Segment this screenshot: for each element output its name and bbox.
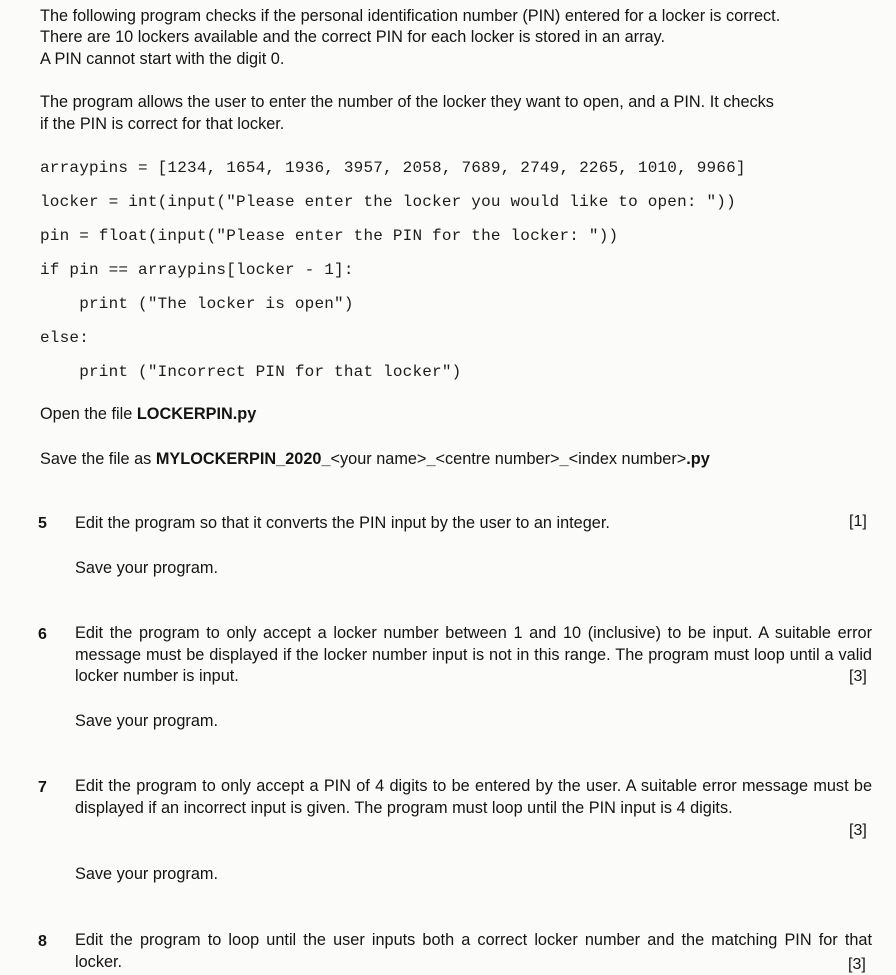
question-number: 7 bbox=[38, 779, 47, 796]
intro-line-5: if the PIN is correct for that locker. bbox=[40, 115, 285, 133]
question-text: Edit the program so that it converts the PIN input by the user to an integer. bbox=[75, 514, 610, 532]
save-as-extension: .py bbox=[686, 450, 710, 468]
save-as-index-number: <index number> bbox=[568, 450, 687, 468]
open-file-filename: LOCKERPIN.py bbox=[136, 405, 257, 423]
intro-line-1: The following program checks if the personal identification number (PIN) entered for a locker is correct. bbox=[40, 7, 781, 25]
question-number: 5 bbox=[38, 515, 47, 532]
intro-line-4: The program allows the user to enter the number of the locker they want to open, and a PIN. It checks bbox=[40, 93, 774, 111]
question-number: 6 bbox=[38, 626, 47, 643]
code-line: arraypins = [1234, 1654, 1936, 3957, 2058, 7689, 2749, 2265, 1010, 9966] bbox=[40, 159, 746, 177]
save-as-filename: MYLOCKERPIN_2020_ bbox=[155, 450, 331, 468]
question-marks: [3] bbox=[849, 822, 867, 839]
question-marks: [3] bbox=[848, 956, 866, 973]
code-line: pin = float(input("Please enter the PIN for the locker: ")) bbox=[40, 227, 619, 245]
save-as-instruction bbox=[40, 449, 710, 470]
question-marks: [1] bbox=[849, 513, 867, 530]
intro-line-2: There are 10 lockers available and the correct PIN for each locker is stored in an array. bbox=[40, 28, 666, 46]
question-number: 8 bbox=[38, 933, 47, 950]
question-text: Edit the program to loop until the user inputs both a correct locker number and the matching PIN for that locker. bbox=[75, 931, 872, 971]
question-marks: [3] bbox=[849, 668, 867, 685]
code-line: else: bbox=[40, 329, 90, 347]
save-as-prefix: Save the file as bbox=[40, 450, 156, 468]
save-program-note: Save your program. bbox=[75, 712, 218, 730]
save-program-note: Save your program. bbox=[75, 865, 218, 883]
code-line: if pin == arraypins[locker - 1]: bbox=[40, 261, 354, 279]
open-file-prefix: Open the file bbox=[40, 405, 137, 423]
save-as-your-name: <your name> bbox=[330, 450, 427, 468]
code-line: print ("The locker is open") bbox=[40, 295, 354, 313]
question-text: Edit the program to only accept a PIN of 4 digits to be entered by the user. A suitable error message must be displayed if an incorrect input is given. The program must loop until the PIN input is 4 digits. bbox=[75, 777, 872, 817]
intro-line-3: A PIN cannot start with the digit 0. bbox=[40, 50, 285, 68]
question-text: Edit the program to only accept a locker number between 1 and 10 (inclusive) to be input. A suitable error message must be displayed if the locker number input is not in this range. The program must loop until a valid locker number is input. bbox=[75, 624, 872, 685]
save-as-centre-number: <centre number> bbox=[435, 450, 560, 468]
code-line: locker = int(input("Please enter the locker you would like to open: ")) bbox=[40, 193, 736, 211]
open-file-instruction bbox=[40, 404, 256, 425]
save-program-note: Save your program. bbox=[75, 559, 218, 577]
save-as-sep-2: _ bbox=[559, 450, 569, 468]
code-line: print ("Incorrect PIN for that locker") bbox=[40, 363, 462, 381]
save-as-sep-1: _ bbox=[426, 450, 436, 468]
